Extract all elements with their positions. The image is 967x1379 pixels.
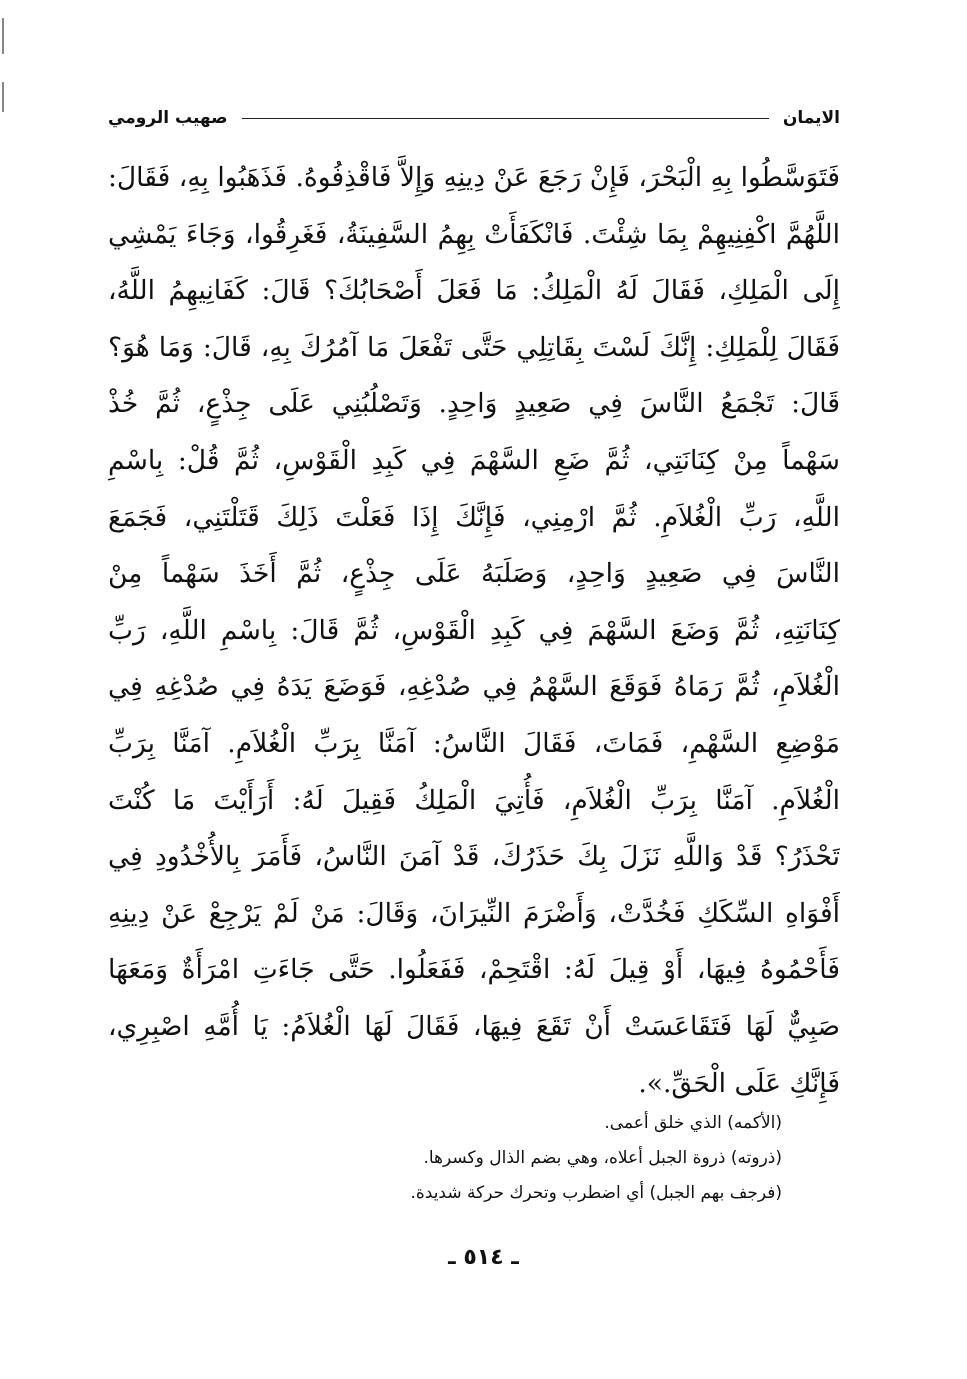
text-line: فَقَالَ لِلْمَلِكِ: إِنَّكَ لَسْتَ بِقَاتِلِي حَتَّى تَفْعَلَ مَا آمُرُكَ بِهِ، قَالَ: وَمَا هُوَ؟ <box>108 331 840 363</box>
text-line: الْغُلاَمِ، ثُمَّ رَمَاهُ فَوَقَعَ السَّهْمُ فِي صُدْغِهِ، فَوَضَعَ يَدَهُ فِي صُدْغِهِ فِي <box>108 671 840 703</box>
text-line: إِلَى الْمَلِكِ، فَقَالَ لَهُ الْمَلِكُ: مَا فَعَلَ أَصْحَابُكَ؟ قَالَ: كَفَانِيهِمُ اللَّهُ، <box>108 275 840 307</box>
footnote: (فرجف بهم الجبل) أي اضطرب وتحرك حركة شديدة. <box>410 1183 782 1203</box>
running-header <box>108 98 840 138</box>
header-section-title: صهيب الرومي <box>108 108 228 128</box>
text-line: صَبِيٌّ لَهَا فَتَقَاعَسَتْ أَنْ تَقَعَ فِيهَا، فَقَالَ لَهَا الْغُلاَمُ: يَا أُمَّهِ اصْبِرِي، <box>108 1010 840 1042</box>
text-line: كِنَانَتِهِ، ثُمَّ وَضَعَ السَّهْمَ فِي كَبِدِ الْقَوْسِ، ثُمَّ قَالَ: بِاسْمِ اللَّهِ، رَبِّ <box>108 614 840 646</box>
text-line: تَحْذَرُ؟ قَدْ وَاللَّهِ نَزَلَ بِكَ حَذَرُكَ، قَدْ آمَنَ النَّاسُ، فَأَمَرَ بِالأُخْدُودِ فِي <box>108 841 840 873</box>
scan-margin-mark <box>2 82 4 112</box>
header-rule <box>242 118 769 119</box>
text-line: الْغُلاَمِ. آمَنَّا بِرَبِّ الْغُلاَمِ، فَأُتِيَ الْمَلِكُ فَقِيلَ لَهُ: أَرَأَيْتَ مَا كُنْتَ <box>108 784 840 816</box>
text-line: أَفْوَاهِ السِّكَكِ فَخُدَّتْ، وَأَضْرَمَ النِّيرَانَ، وَقَالَ: مَنْ لَمْ يَرْجِعْ عَنْ دِينِهِ <box>108 897 840 929</box>
footnote: (ذروته) ذروة الجبل أعلاه، وهي بضم الذال وكسرها. <box>423 1148 782 1168</box>
text-line: اللَّهُمَّ اكْفِنِيهِمْ بِمَا شِئْتَ. فَانْكَفَأَتْ بِهِمُ السَّفِينَةُ، فَغَرِقُوا، وَجَاءَ يَمْشِي <box>108 218 840 250</box>
text-line: سَهْماً مِنْ كِنَانَتِي، ثُمَّ ضَعِ السَّهْمَ فِي كَبِدِ الْقَوْسِ، ثُمَّ قُلْ: بِاسْمِ <box>108 444 840 476</box>
text-line: النَّاسَ فِي صَعِيدٍ وَاحِدٍ، وَصَلَبَهُ عَلَى جِذْعٍ، ثُمَّ أَخَذَ سَهْماً مِنْ <box>108 558 840 590</box>
text-line: فَتَوَسَّطُوا بِهِ الْبَحْرَ، فَإِنْ رَجَعَ عَنْ دِينِهِ وَإِلاَّ فَاقْذِفُوهُ. فَذَهَبُوا بِهِ، فَقَالَ: <box>108 162 840 193</box>
main-text-block <box>108 150 840 1112</box>
footnotes <box>300 1106 782 1211</box>
page-number: ـ ٥١٤ ـ <box>448 1245 519 1270</box>
text-line: فَأَحْمُوهُ فِيهَا، أَوْ قِيلَ لَهُ: اقْتَحِمْ، فَفَعَلُوا. حَتَّى جَاءَتِ امْرَأَةٌ وَمَعَهَا <box>108 954 840 986</box>
text-line: قَالَ: تَجْمَعُ النَّاسَ فِي صَعِيدٍ وَاحِدٍ. وَتَصْلُبُنِي عَلَى جِذْعٍ، ثُمَّ خُذْ <box>108 388 840 420</box>
footnote: (الأكمه) الذي خلق أعمى. <box>604 1113 782 1133</box>
text-line: فَإِنَّكِ عَلَى الْحَقِّ.». <box>638 1067 840 1099</box>
text-line: مَوْضِعِ السَّهْمِ، فَمَاتَ، فَقَالَ النَّاسُ: آمَنَّا بِرَبِّ الْغُلاَمِ. آمَنَّا بِرَبِّ <box>108 727 840 759</box>
header-chapter-title: الايمان <box>782 108 840 128</box>
scan-margin-mark <box>2 18 4 54</box>
text-line: اللَّهِ، رَبِّ الْغُلاَمِ. ثُمَّ ارْمِنِي، فَإِنَّكَ إِذَا فَعَلْتَ ذَلِكَ قَتَلْتَنِي، فَجَمَعَ <box>108 501 840 533</box>
